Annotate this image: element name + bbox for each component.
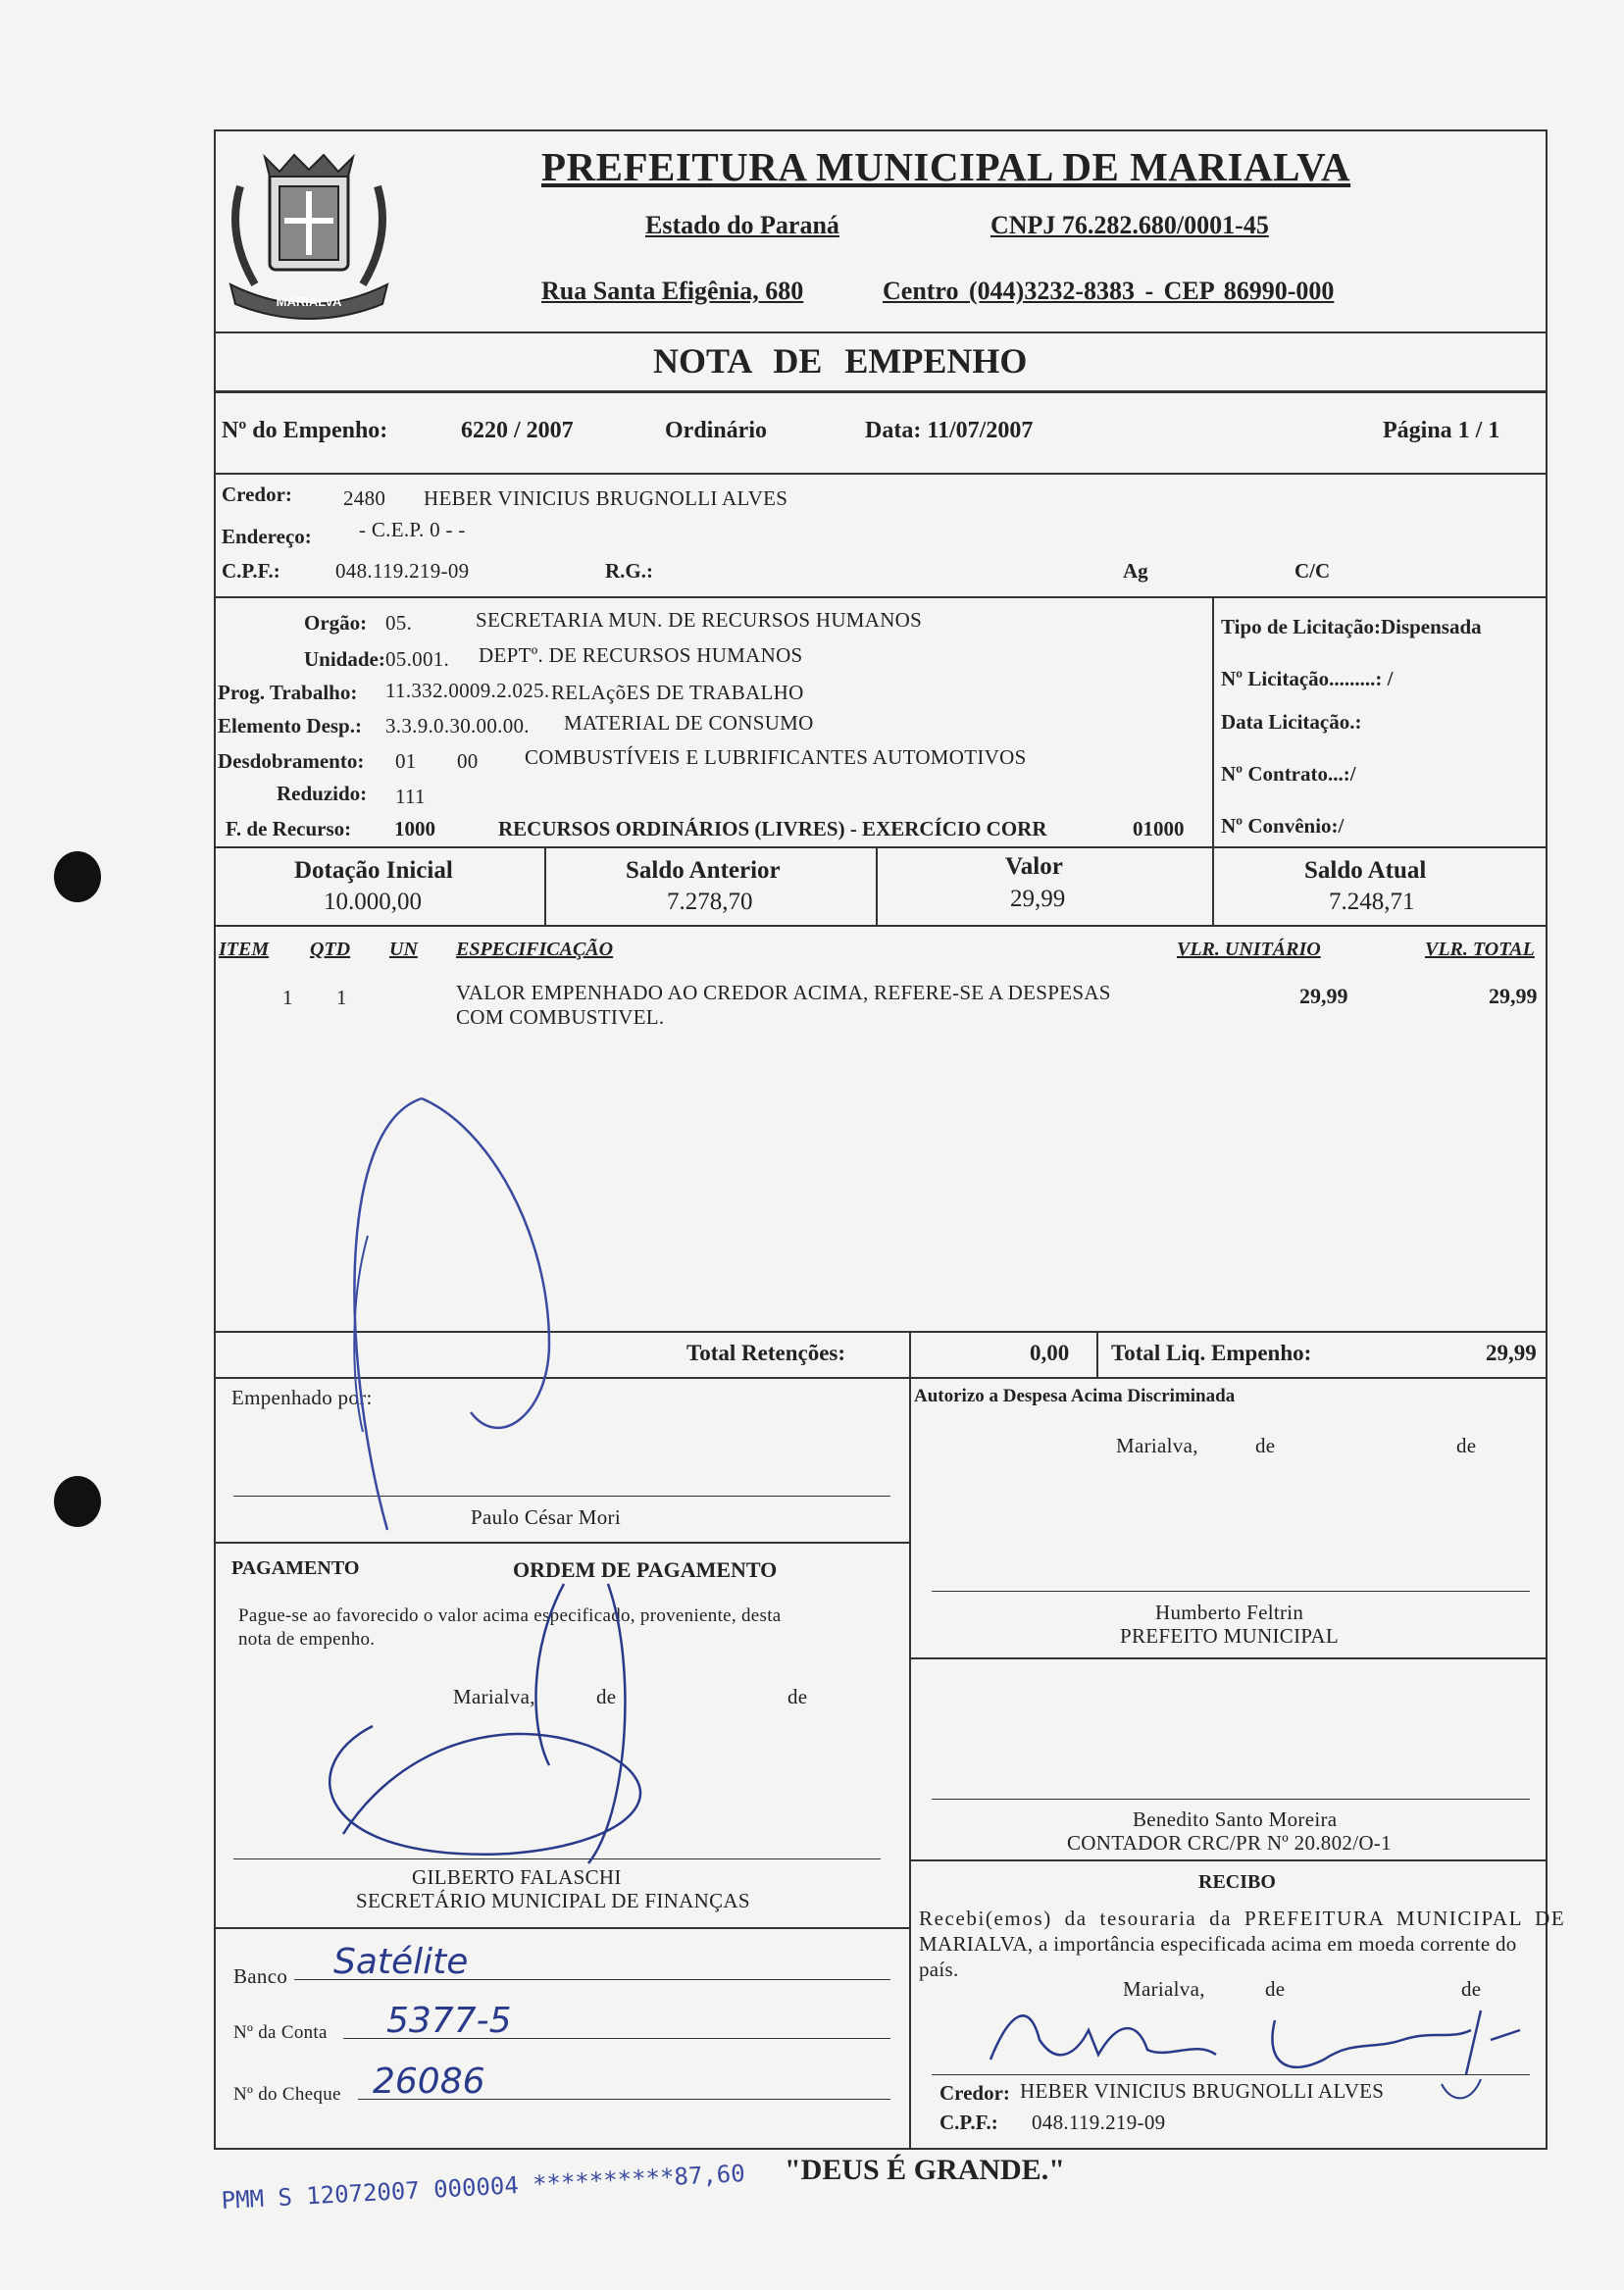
col-item: ITEM <box>219 939 270 960</box>
col-especificacao: ESPECIFICAÇÃO <box>456 939 614 960</box>
contador-title: CONTADOR CRC/PR Nº 20.802/O-1 <box>1067 1831 1392 1855</box>
reduzido-label: Reduzido: <box>277 782 368 805</box>
recibo-marialva: Marialva, <box>1123 1977 1205 2001</box>
recibo-cpf-label: C.P.F.: <box>939 2111 998 2134</box>
cc-label: C/C <box>1294 559 1331 583</box>
item-description-1: VALOR EMPENHADO AO CREDOR ACIMA, REFERE-SE A DESPESAS <box>456 981 1111 1004</box>
banco-value: Satélite <box>333 1942 469 1982</box>
cheque-value: 26086 <box>373 2061 485 2102</box>
ag-label: Ag <box>1123 559 1148 583</box>
conta-value: 5377-5 <box>386 2001 512 2041</box>
autorizo-label: Autorizo a Despesa Acima Discriminada <box>914 1386 1236 1406</box>
prefeito-title: PREFEITO MUNICIPAL <box>1120 1624 1340 1648</box>
liquido-value: 29,99 <box>1486 1341 1537 1365</box>
saldo-anterior-label: Saldo Anterior <box>626 857 781 884</box>
recibo-line-1: Recebi(emos) da tesouraria da PREFEITURA MUNICIPAL DE <box>919 1907 1566 1930</box>
liquido-label: Total Liq. Empenho: <box>1111 1341 1312 1365</box>
elemento-label: Elemento Desp.: <box>218 714 362 738</box>
recibo-de-2: de <box>1461 1977 1482 2001</box>
cpf-label: C.P.F.: <box>222 559 280 583</box>
dotacao-value: 10.000,00 <box>324 889 422 915</box>
footer-motto: "DEUS É GRANDE." <box>785 2154 1065 2186</box>
elemento-name: MATERIAL DE CONSUMO <box>564 711 814 735</box>
pagamento-label: PAGAMENTO <box>231 1557 360 1579</box>
saldo-anterior-value: 7.278,70 <box>667 889 753 915</box>
crest-label: MARIALVA <box>276 294 342 309</box>
desdobramento-code1: 01 <box>395 749 417 773</box>
municipality-title: PREFEITURA MUNICIPAL DE MARIALVA <box>541 144 1351 189</box>
tipo-licitacao: Tipo de Licitação:Dispensada <box>1221 615 1482 638</box>
empenhado-label: Empenhado por: <box>231 1386 373 1409</box>
document-title: NOTA DE EMPENHO <box>653 341 1028 381</box>
retencoes-value: 0,00 <box>1030 1341 1070 1365</box>
desdobramento-label: Desdobramento: <box>218 749 365 773</box>
item-description-2: COM COMBUSTIVEL. <box>456 1005 665 1029</box>
autorizo-de-1: de <box>1255 1434 1276 1457</box>
col-vlr-total: VLR. TOTAL <box>1425 939 1535 960</box>
item-unit-price: 29,99 <box>1299 984 1348 1008</box>
pagamento-marialva: Marialva, <box>453 1685 535 1708</box>
elemento-code: 3.3.9.0.30.00.00. <box>385 714 530 738</box>
valor-label: Valor <box>1005 853 1063 880</box>
saldo-atual-label: Saldo Atual <box>1304 857 1427 884</box>
recurso-name: RECURSOS ORDINÁRIOS (LIVRES) - EXERCÍCIO CORR <box>498 817 1047 840</box>
col-un: UN <box>389 939 418 960</box>
payment-stamp: PMM S 12072007 000004 **********87,60 <box>221 2160 746 2214</box>
orgao-name: SECRETARIA MUN. DE RECURSOS HUMANOS <box>476 608 923 632</box>
reduzido-value: 111 <box>395 785 426 808</box>
prog-trabalho-code: 11.332.0009.2.025. <box>385 679 550 702</box>
ordem-pagamento-label: ORDEM DE PAGAMENTO <box>513 1557 778 1582</box>
recibo-credor-label: Credor: <box>939 2081 1010 2105</box>
page-number: Página 1 / 1 <box>1383 418 1500 443</box>
desdobramento-name: COMBUSTÍVEIS E LUBRIFICANTES AUTOMOTIVOS <box>525 745 1027 769</box>
endereco-value: - C.E.P. 0 - - <box>359 518 466 541</box>
secretario-name: GILBERTO FALASCHI <box>412 1865 622 1889</box>
cpf-value: 048.119.219-09 <box>335 559 470 583</box>
numero-contrato: Nº Contrato...:/ <box>1221 762 1356 786</box>
item-total-price: 29,99 <box>1489 984 1538 1008</box>
autorizo-de-2: de <box>1456 1434 1477 1457</box>
desdobramento-code2: 00 <box>457 749 479 773</box>
recibo-line-3: país. <box>919 1958 959 1981</box>
recurso-extra: 01000 <box>1133 817 1185 840</box>
unidade-name: DEPTº. DE RECURSOS HUMANOS <box>479 643 803 667</box>
credor-code: 2480 <box>343 486 386 510</box>
contador-name: Benedito Santo Moreira <box>1133 1807 1338 1831</box>
numero-licitacao: Nº Licitação.........: / <box>1221 667 1394 690</box>
credor-name: HEBER VINICIUS BRUGNOLLI ALVES <box>424 486 788 510</box>
prog-trabalho-label: Prog. Trabalho: <box>218 681 358 704</box>
banco-label: Banco <box>233 1964 288 1988</box>
cnpj: CNPJ 76.282.680/0001-45 <box>990 211 1269 239</box>
unidade-label: Unidade: <box>304 647 385 671</box>
numero-convenio: Nº Convênio:/ <box>1221 814 1345 838</box>
col-qtd: QTD <box>310 939 351 960</box>
valor-value: 29,99 <box>1010 886 1066 912</box>
empenho-date: Data: 11/07/2007 <box>865 418 1034 443</box>
col-vlr-unitario: VLR. UNITÁRIO <box>1177 939 1321 960</box>
rg-label: R.G.: <box>605 559 653 583</box>
saldo-atual-value: 7.248,71 <box>1329 889 1415 915</box>
empenhado-name: Paulo César Mori <box>471 1505 621 1529</box>
credor-label: Credor: <box>222 483 292 506</box>
recibo-cpf: 048.119.219-09 <box>1032 2111 1166 2134</box>
address: Rua Santa Efigênia, 680 <box>541 277 804 305</box>
orgao-code: 05. <box>385 611 413 635</box>
recibo-label: RECIBO <box>1198 1871 1276 1893</box>
recurso-code: 1000 <box>394 817 435 840</box>
empenho-number: 6220 / 2007 <box>461 418 574 443</box>
empenho-number-label: Nº do Empenho: <box>222 418 388 443</box>
state-name: Estado do Paraná <box>645 211 839 239</box>
secretario-title: SECRETÁRIO MUNICIPAL DE FINANÇAS <box>356 1889 750 1912</box>
pague-line-2: nota de empenho. <box>238 1629 376 1650</box>
contact-info: Centro (044)3232-8383 - CEP 86990-000 <box>883 277 1335 305</box>
endereco-label: Endereço: <box>222 525 312 548</box>
pagamento-de-1: de <box>596 1685 617 1708</box>
punch-hole <box>54 851 101 902</box>
pagamento-de-2: de <box>787 1685 808 1708</box>
cheque-label: Nº do Cheque <box>233 2084 341 2105</box>
pague-line-1: Pague-se ao favorecido o valor acima especificado, proveniente, desta <box>238 1605 782 1626</box>
dotacao-label: Dotação Inicial <box>294 857 453 884</box>
retencoes-label: Total Retenções: <box>686 1341 846 1365</box>
recibo-de-1: de <box>1265 1977 1286 2001</box>
data-licitacao: Data Licitação.: <box>1221 710 1362 734</box>
punch-hole <box>54 1476 101 1527</box>
unidade-code: 05.001. <box>385 647 450 671</box>
recurso-label: F. de Recurso: <box>226 817 352 840</box>
conta-label: Nº da Conta <box>233 2022 328 2043</box>
prefeito-name: Humberto Feltrin <box>1155 1601 1304 1624</box>
recibo-credor-name: HEBER VINICIUS BRUGNOLLI ALVES <box>1020 2079 1385 2103</box>
empenho-type: Ordinário <box>665 418 768 443</box>
prog-trabalho-name: RELAçõES DE TRABALHO <box>551 681 804 704</box>
recibo-line-2: MARIALVA, a importância especificada acima em moeda corrente do <box>919 1932 1517 1956</box>
municipal-crest <box>211 137 407 333</box>
item-number: 1 <box>282 986 293 1009</box>
item-qtd: 1 <box>336 986 347 1009</box>
autorizo-marialva: Marialva, <box>1116 1434 1198 1457</box>
orgao-label: Orgão: <box>304 611 368 635</box>
